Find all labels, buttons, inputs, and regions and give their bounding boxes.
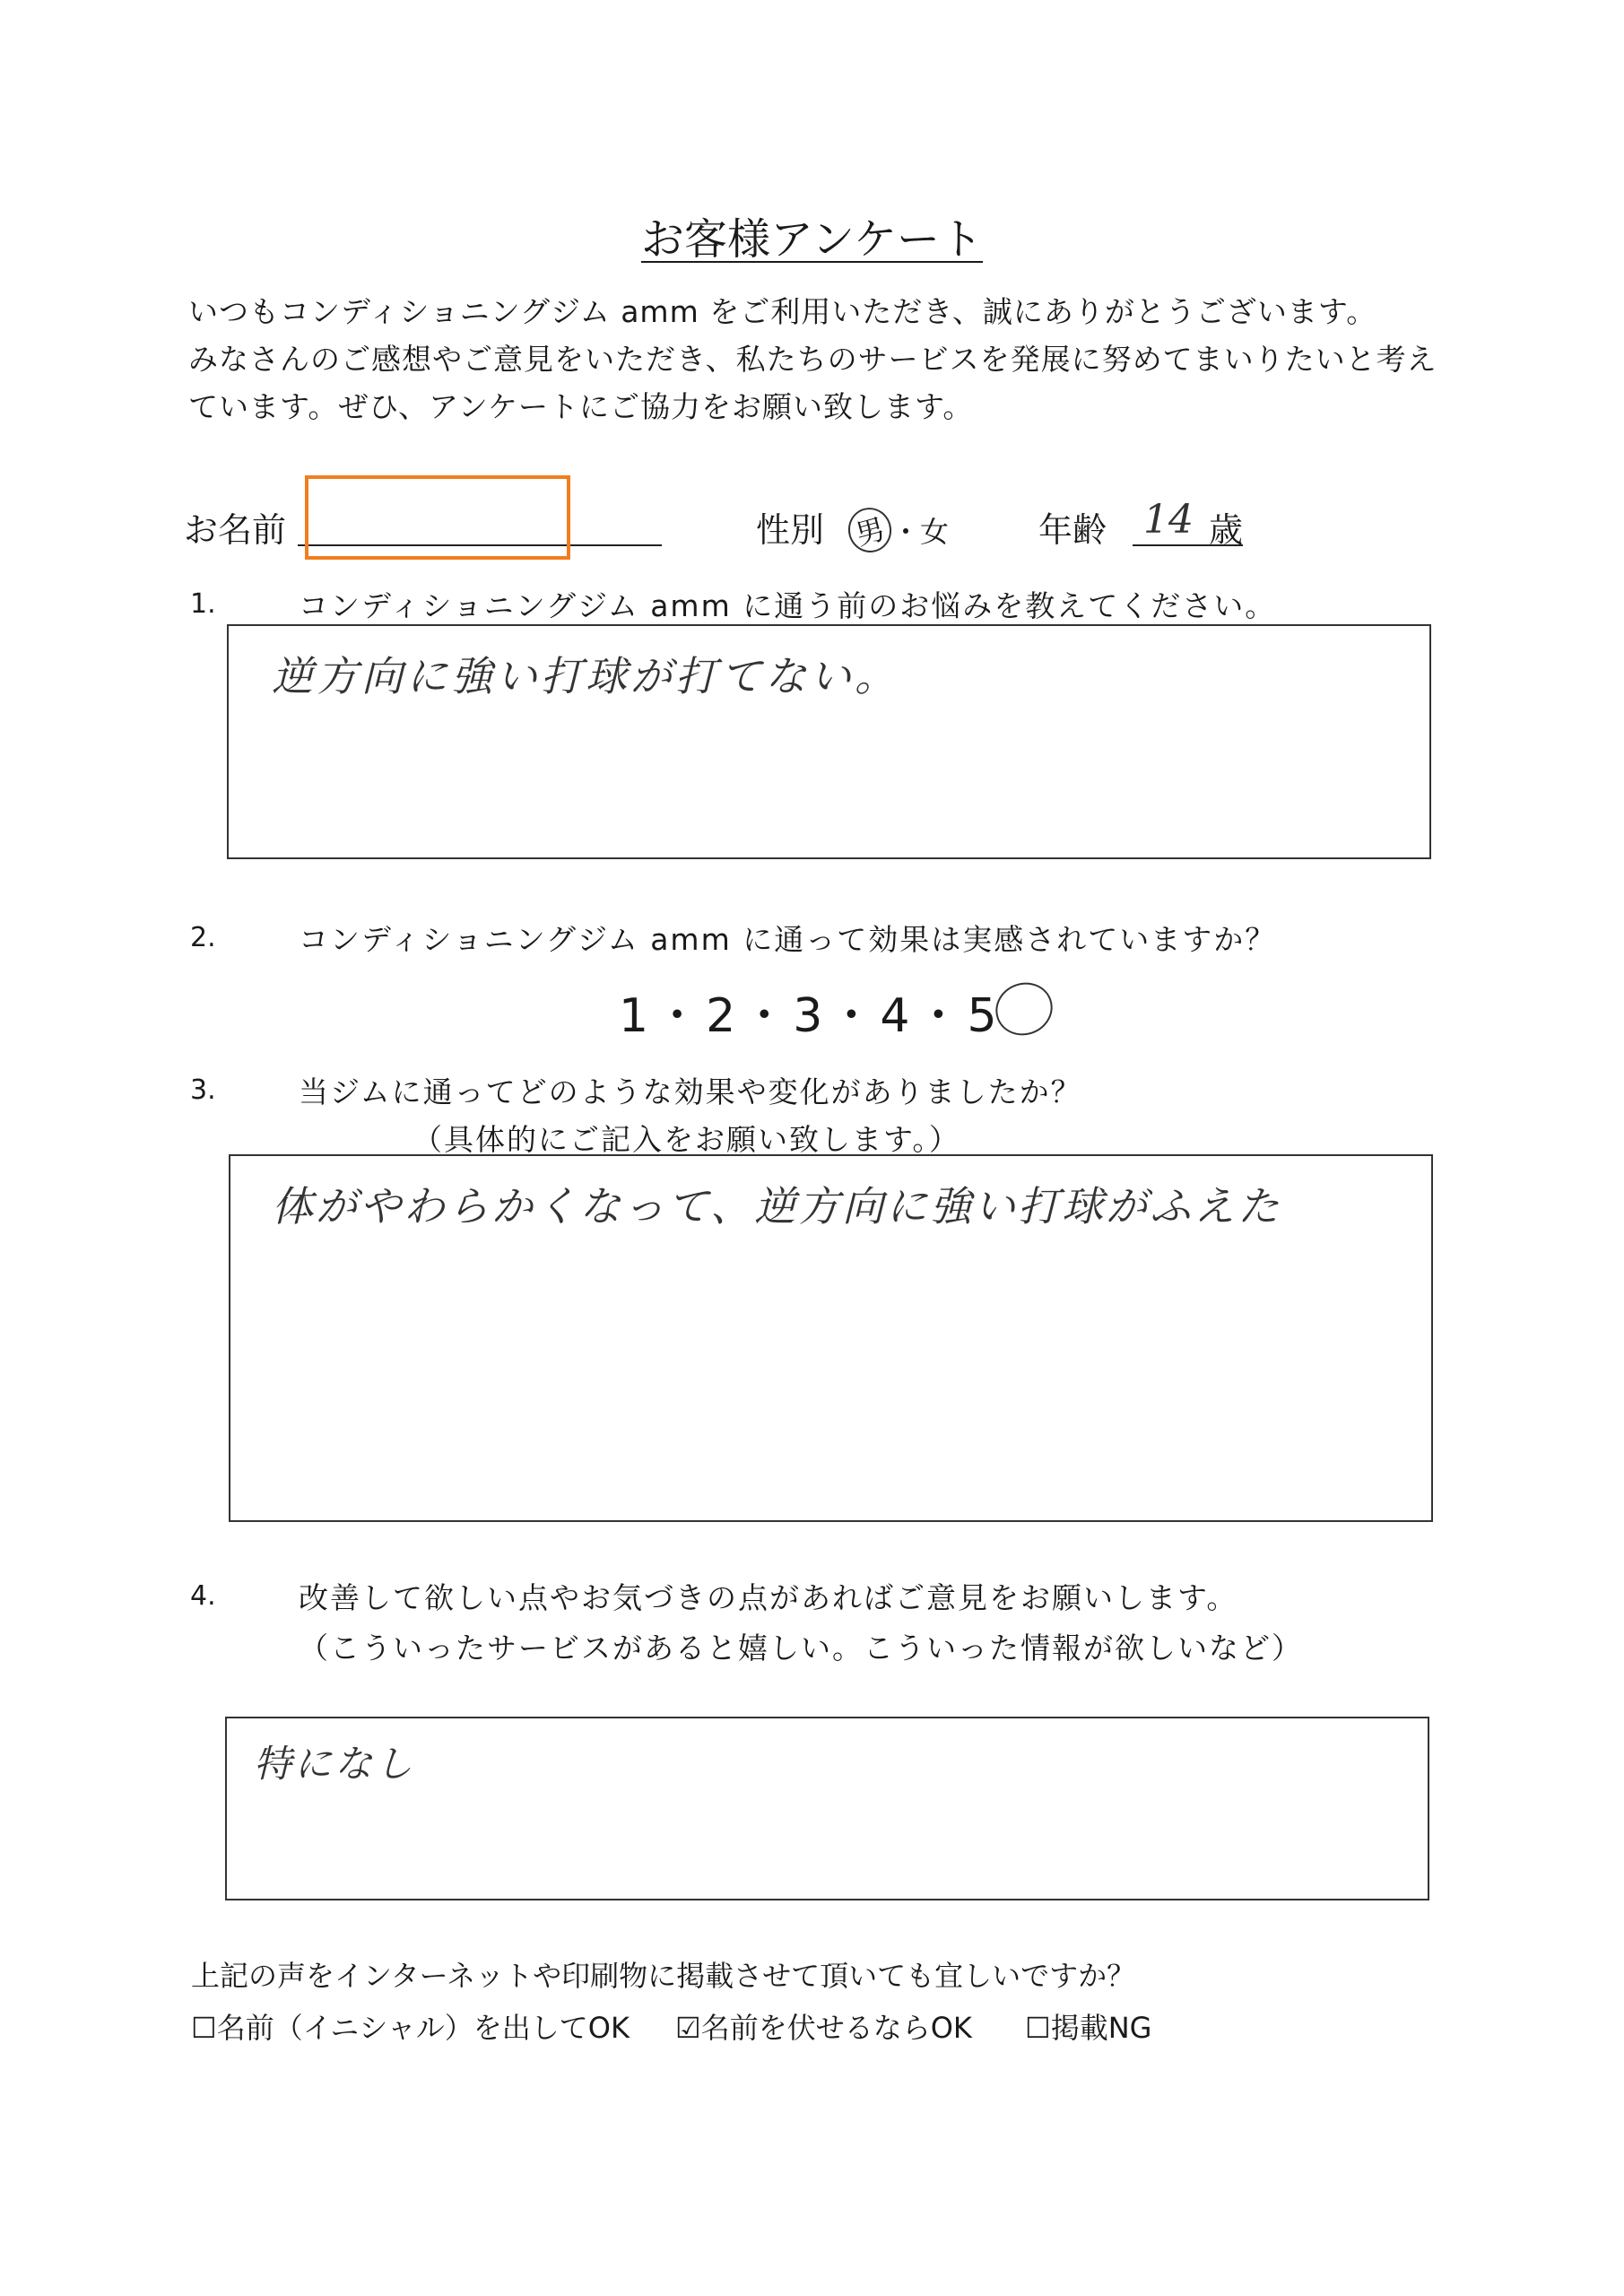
q1-answer: 逆方向に強い打球が打てない。 — [272, 652, 899, 700]
gender-options — [848, 508, 949, 552]
q2-number: 2. — [190, 922, 216, 953]
consent-option-anonymous[interactable] — [675, 2005, 972, 2047]
q4-number: 4. — [190, 1580, 216, 1612]
intro-line-2: みなさんのご感想やご意見をいただき、私たちのサービスを発展に努めてまいりたいと考え — [188, 342, 1437, 377]
q4-subtext: （こういったサービスがあると嬉しい。こういった情報が欲しいなど） — [299, 1631, 1303, 1665]
survey-title: お客様アンケート — [640, 214, 984, 265]
q2-rating-scale: 1・2・3・4・5 — [619, 989, 1003, 1043]
q1-number: 1. — [190, 588, 216, 620]
consent-question: 上記の声をインターネットや印刷物に掲載させて頂いても宜しいですか？ — [191, 1959, 1136, 1993]
consent-option-initials[interactable] — [191, 2005, 630, 2047]
rating-4: 4 — [880, 989, 916, 1043]
q3-subtext: （具体的にご記入をお願い致します。） — [413, 1122, 960, 1157]
q1-answer-box — [227, 624, 1431, 859]
age-label: 年齢 — [1038, 510, 1107, 550]
intro-line-1: いつもコンディショニングジム amm をご利用いただき、誠にありがとうございます。 — [188, 294, 1377, 329]
name-redaction-box — [305, 475, 570, 560]
checkbox-checked-icon[interactable]: ☑ — [675, 2011, 701, 2045]
q4-text: 改善して欲しい点やお気づきの点があればご意見をお願いします。 — [299, 1580, 1238, 1615]
consent-option-label: 掲載NG — [1050, 2011, 1152, 2045]
name-label: お名前 — [184, 510, 287, 550]
rating-3: 3 — [793, 989, 829, 1043]
q3-text: 当ジムに通ってどのような効果や変化がありましたか？ — [299, 1074, 1082, 1109]
checkbox-icon[interactable]: ☐ — [1025, 2011, 1051, 2045]
q3-answer: 体がやわらかくなって、逆方向に強い打球がふえた — [272, 1182, 1282, 1231]
intro-line-3: ています。ぜひ、アンケートにご協力をお願い致します。 — [188, 389, 974, 424]
consent-option-label: 名前を伏せるならOK — [700, 2011, 972, 2045]
q2-text: コンディショニングジム amm に通って効果は実感されていますか？ — [299, 922, 1277, 957]
q3-answer-box — [229, 1154, 1433, 1522]
q4-answer-box — [225, 1717, 1429, 1900]
rating-5: 5 — [967, 989, 1003, 1043]
age-unit: 歳 — [1209, 510, 1244, 550]
checkbox-icon[interactable]: ☐ — [191, 2011, 217, 2045]
consent-option-ng[interactable] — [1025, 2005, 1151, 2047]
gender-label: 性別 — [756, 510, 825, 550]
rating-2: 2 — [706, 989, 742, 1043]
gender-female: 女 — [920, 515, 950, 549]
gender-male-circled: 男 — [843, 503, 896, 558]
age-value: 14 — [1143, 497, 1194, 543]
q1-text: コンディショニングジム amm に通う前のお悩みを教えてください。 — [299, 588, 1277, 623]
rating-1: 1 — [619, 989, 655, 1043]
consent-option-label: 名前（イニシャル）を出してOK — [216, 2011, 630, 2045]
q3-number: 3. — [190, 1074, 216, 1106]
gender-separator: ・ — [891, 515, 921, 549]
q4-answer: 特になし — [254, 1742, 416, 1786]
